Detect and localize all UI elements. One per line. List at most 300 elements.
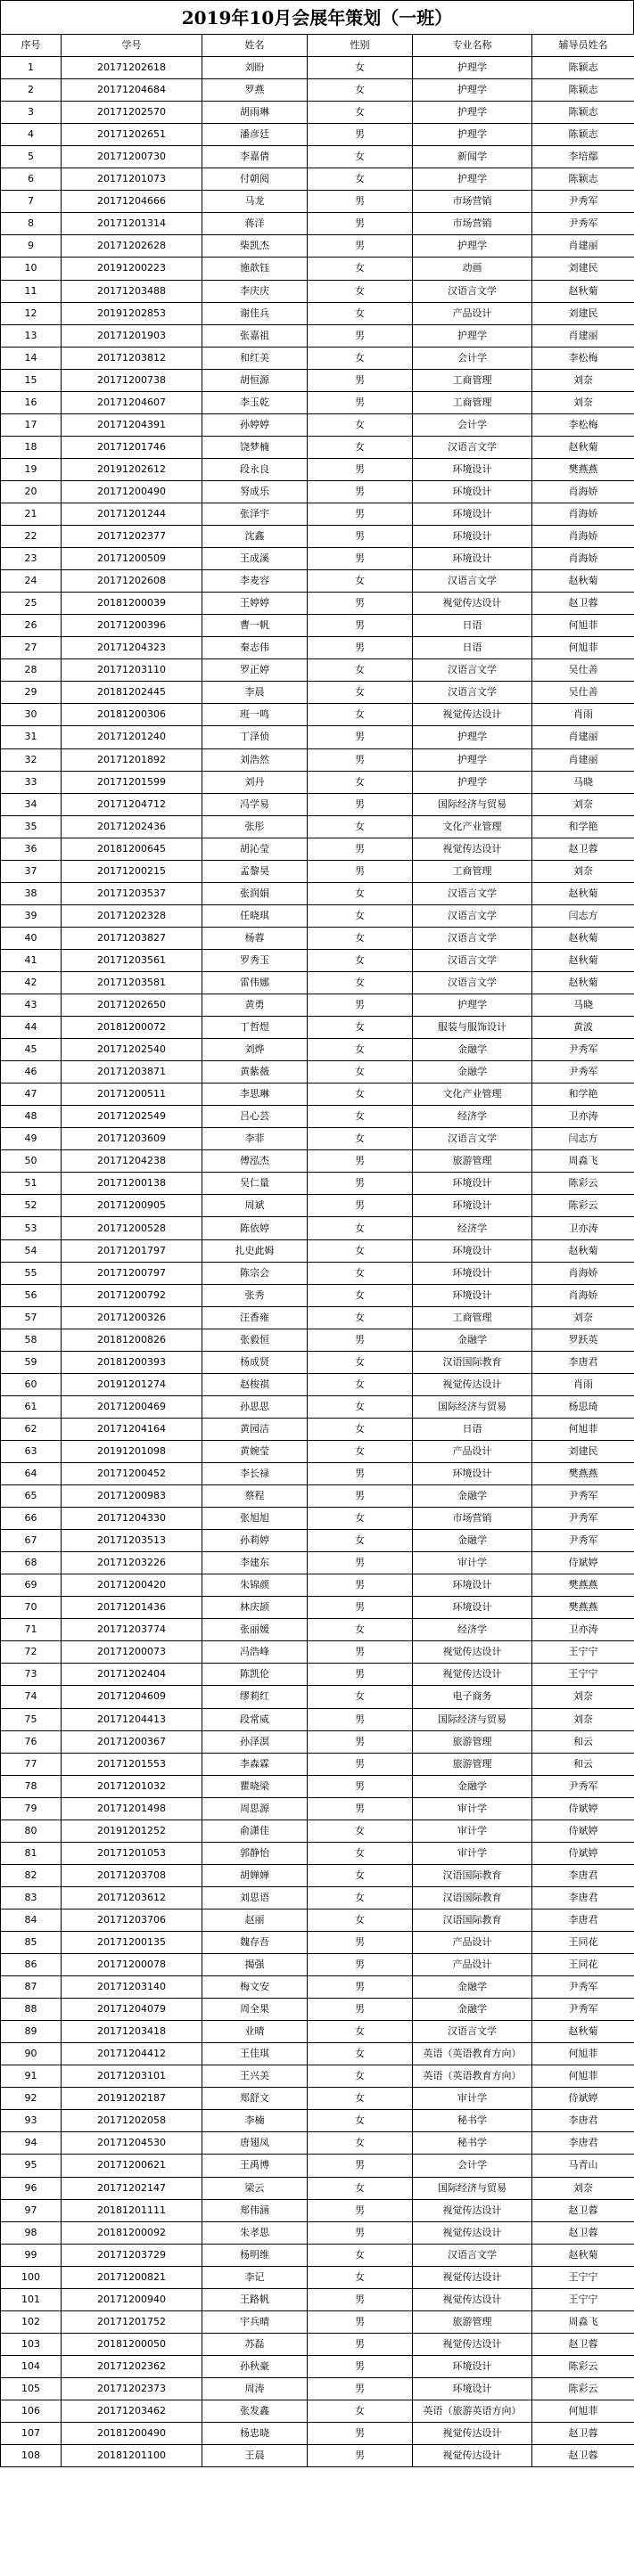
cell-counselor: 何旭菲 [532,2065,634,2088]
cell-counselor: 赵秋菊 [532,882,634,904]
cell-gender: 女 [308,1909,413,1931]
cell-major: 环境设计 [413,1597,532,1619]
cell-major: 审计学 [413,1552,532,1574]
cell-name: 李玉乾 [202,391,308,413]
cell-counselor: 刘奈 [532,1306,634,1329]
cell-gender: 女 [308,1508,413,1530]
cell-gender: 男 [308,838,413,860]
cell-student-id: 20171203729 [62,2244,202,2266]
cell-gender: 女 [308,57,413,79]
cell-major: 经济学 [413,1106,532,1128]
cell-name: 梅文安 [202,1976,308,1999]
table-row [1,1753,634,1775]
cell-counselor: 肖雨 [532,704,634,726]
cell-index: 53 [1,1217,62,1239]
cell-student-id: 20171203140 [62,1976,202,1999]
cell-index: 48 [1,1106,62,1128]
cell-counselor: 和学艳 [532,1084,634,1106]
cell-major: 金融学 [413,1976,532,1999]
cell-index: 18 [1,436,62,458]
cell-major: 视觉传达设计 [413,2221,532,2244]
cell-gender: 男 [308,1730,413,1753]
cell-name: 王禹博 [202,2155,308,2177]
cell-counselor: 闫志方 [532,904,634,927]
cell-major: 文化产业管理 [413,815,532,838]
table-row [1,2199,634,2221]
cell-name: 王婷婷 [202,593,308,615]
cell-gender: 男 [308,391,413,413]
cell-gender: 男 [308,2155,413,2177]
table-row [1,1842,634,1864]
cell-major: 汉语言文学 [413,682,532,704]
table-row [1,1373,634,1395]
cell-counselor: 刘奈 [532,1686,634,1708]
cell-index: 1 [1,57,62,79]
table-row [1,1708,634,1730]
cell-student-id: 20171200797 [62,1262,202,1284]
cell-counselor: 陈彩云 [532,2377,634,2400]
cell-student-id: 20171200420 [62,1574,202,1597]
cell-name: 周涛 [202,2377,308,2400]
cell-major: 护理学 [413,994,532,1017]
cell-index: 95 [1,2155,62,2177]
cell-name: 汪香雍 [202,1306,308,1329]
cell-name: 李建东 [202,1552,308,1574]
cell-name: 瞿晓梁 [202,1775,308,1797]
table-row [1,235,634,258]
table-row [1,302,634,324]
cell-student-id: 20171201244 [62,503,202,525]
cell-student-id: 20171201599 [62,771,202,793]
cell-index: 72 [1,1641,62,1664]
cell-student-id: 20171204391 [62,413,202,436]
cell-name: 郑伟涵 [202,2199,308,2221]
cell-index: 89 [1,2021,62,2043]
table-row [1,838,634,860]
cell-index: 80 [1,1820,62,1842]
cell-name: 张泽宇 [202,503,308,525]
cell-name: 李思琳 [202,1084,308,1106]
cell-counselor: 王宁宁 [532,2266,634,2288]
cell-gender: 男 [308,1485,413,1508]
cell-counselor: 周淼飞 [532,1150,634,1173]
cell-gender: 女 [308,1306,413,1329]
cell-index: 78 [1,1775,62,1797]
cell-name: 刘烨 [202,1039,308,1061]
table-row [1,2065,634,2088]
cell-counselor: 王宁宁 [532,2288,634,2310]
cell-major: 产品设计 [413,1440,532,1462]
cell-counselor: 陈颖志 [532,57,634,79]
cell-major: 环境设计 [413,480,532,503]
cell-index: 99 [1,2244,62,2266]
table-row [1,1329,634,1351]
cell-gender: 男 [308,1797,413,1820]
header-index: 序号 [1,35,62,57]
table-row [1,1597,634,1619]
cell-index: 55 [1,1262,62,1284]
table-row [1,2333,634,2355]
table-row [1,1195,634,1217]
cell-major: 市场营销 [413,213,532,235]
cell-gender: 男 [308,2310,413,2333]
cell-gender: 男 [308,637,413,659]
cell-name: 丁哲煜 [202,1017,308,1039]
cell-student-id: 20191202187 [62,2088,202,2110]
cell-counselor: 尹秀军 [532,1999,634,2021]
cell-counselor: 马青山 [532,2155,634,2177]
cell-counselor: 尹秀军 [532,1508,634,1530]
cell-name: 张发鑫 [202,2400,308,2422]
cell-student-id: 20171201073 [62,168,202,191]
cell-counselor: 尹秀军 [532,1775,634,1797]
cell-gender: 男 [308,1173,413,1195]
cell-gender: 男 [308,1753,413,1775]
cell-name: 赵丽 [202,1909,308,1931]
cell-gender: 女 [308,146,413,168]
cell-name: 罗燕 [202,79,308,102]
cell-gender: 女 [308,1262,413,1284]
cell-counselor: 卫亦涛 [532,1106,634,1128]
table-row [1,2288,634,2310]
table-row [1,1084,634,1106]
table-row [1,191,634,213]
cell-name: 潘彦廷 [202,124,308,146]
table-row [1,1530,634,1552]
cell-index: 100 [1,2266,62,2288]
cell-name: 刘浩然 [202,748,308,771]
cell-name: 梁云 [202,2177,308,2199]
cell-student-id: 20171200452 [62,1463,202,1485]
table-row [1,413,634,436]
table-row [1,2088,634,2110]
cell-index: 92 [1,2088,62,2110]
cell-counselor: 肖海娇 [532,480,634,503]
cell-gender: 男 [308,1664,413,1686]
cell-major: 金融学 [413,1530,532,1552]
cell-counselor: 刘奈 [532,2177,634,2199]
cell-student-id: 20191202612 [62,458,202,480]
table-body [1,57,634,2467]
cell-name: 谢佳兵 [202,302,308,324]
cell-gender: 男 [308,860,413,882]
cell-counselor: 陈颖志 [532,124,634,146]
cell-major: 视觉传达设计 [413,593,532,615]
cell-gender: 男 [308,1329,413,1351]
cell-index: 66 [1,1508,62,1530]
cell-gender: 女 [308,168,413,191]
table-row [1,2155,634,2177]
table-row [1,793,634,815]
cell-name: 李森霖 [202,1753,308,1775]
cell-name: 冯浩峰 [202,1641,308,1664]
cell-counselor: 樊燕燕 [532,1574,634,1597]
cell-index: 12 [1,302,62,324]
cell-index: 40 [1,927,62,949]
cell-name: 胡雨琳 [202,102,308,124]
table-row [1,1775,634,1797]
cell-counselor: 尹秀军 [532,1039,634,1061]
cell-student-id: 20181200050 [62,2333,202,2355]
cell-student-id: 20181200092 [62,2221,202,2244]
table-row [1,1061,634,1084]
cell-major: 英语（英语教育方向） [413,2065,532,2088]
cell-gender: 男 [308,1574,413,1597]
cell-student-id: 20171202404 [62,1664,202,1686]
cell-index: 74 [1,1686,62,1708]
table-row [1,815,634,838]
cell-name: 段常威 [202,1708,308,1730]
cell-gender: 男 [308,615,413,637]
cell-name: 杨忠晓 [202,2423,308,2445]
table-row [1,1284,634,1306]
cell-name: 李晨 [202,682,308,704]
cell-counselor: 赵卫蓉 [532,2199,634,2221]
cell-major: 护理学 [413,168,532,191]
cell-counselor: 陈颖志 [532,102,634,124]
table-row [1,659,634,682]
cell-name: 黄园洁 [202,1418,308,1440]
cell-gender: 女 [308,2244,413,2266]
table-row [1,213,634,235]
cell-index: 49 [1,1128,62,1150]
cell-student-id: 20181200645 [62,838,202,860]
cell-gender: 女 [308,2065,413,2088]
cell-index: 31 [1,726,62,748]
cell-major: 环境设计 [413,1173,532,1195]
cell-name: 杨蓉 [202,927,308,949]
cell-gender: 女 [308,1530,413,1552]
cell-gender: 女 [308,1820,413,1842]
table-row [1,2244,634,2266]
cell-counselor: 李唐君 [532,2132,634,2155]
cell-student-id: 20171200509 [62,548,202,570]
cell-index: 104 [1,2355,62,2377]
cell-name: 郭静怡 [202,1842,308,1864]
cell-counselor: 赵秋菊 [532,1239,634,1262]
cell-counselor: 尹秀军 [532,1061,634,1084]
cell-name: 孙莉婷 [202,1530,308,1552]
cell-gender: 女 [308,102,413,124]
table-row [1,1999,634,2021]
cell-index: 41 [1,949,62,971]
cell-name: 陈宗会 [202,1262,308,1284]
header-student-id: 学号 [62,35,202,57]
table-row [1,1886,634,1909]
cell-gender: 女 [308,436,413,458]
cell-gender: 男 [308,1954,413,1976]
table-row [1,1485,634,1508]
cell-student-id: 20171203812 [62,347,202,369]
cell-gender: 女 [308,1440,413,1462]
cell-index: 59 [1,1351,62,1373]
cell-name: 张嘉祖 [202,324,308,347]
table-row [1,1150,634,1173]
cell-index: 105 [1,2377,62,2400]
cell-major: 审计学 [413,1820,532,1842]
cell-index: 43 [1,994,62,1017]
cell-index: 16 [1,391,62,413]
cell-gender: 男 [308,1708,413,1730]
cell-name: 李记 [202,2266,308,2288]
cell-student-id: 20171203110 [62,659,202,682]
cell-index: 2 [1,79,62,102]
cell-gender: 女 [308,302,413,324]
table-row [1,57,634,79]
cell-major: 汉语言文学 [413,570,532,593]
cell-counselor: 李唐君 [532,1909,634,1931]
table-row [1,1106,634,1128]
table-row [1,2445,634,2467]
cell-counselor: 马晓 [532,994,634,1017]
cell-major: 汉语言文学 [413,2021,532,2043]
cell-student-id: 20181200490 [62,2423,202,2445]
table-row [1,1909,634,1931]
cell-gender: 男 [308,1976,413,1999]
cell-counselor: 和云 [532,1730,634,1753]
cell-major: 经济学 [413,1619,532,1641]
table-row [1,2310,634,2333]
cell-student-id: 20171200073 [62,1641,202,1664]
cell-name: 丁泽侦 [202,726,308,748]
cell-name: 张毅恒 [202,1329,308,1351]
cell-counselor: 赵秋菊 [532,949,634,971]
cell-name: 魏存吾 [202,1931,308,1953]
table-row [1,994,634,1017]
cell-major: 市场营销 [413,191,532,213]
cell-student-id: 20171203418 [62,2021,202,2043]
cell-counselor: 樊燕燕 [532,458,634,480]
cell-gender: 女 [308,882,413,904]
cell-index: 103 [1,2333,62,2355]
cell-gender: 男 [308,235,413,258]
cell-name: 付朝阅 [202,168,308,191]
table-row [1,682,634,704]
cell-major: 市场营销 [413,1508,532,1530]
cell-major: 环境设计 [413,1463,532,1485]
cell-counselor: 刘建民 [532,1440,634,1462]
cell-student-id: 20171201436 [62,1597,202,1619]
table-row [1,637,634,659]
cell-student-id: 20171200469 [62,1395,202,1418]
cell-name: 王成溪 [202,548,308,570]
cell-gender: 女 [308,79,413,102]
cell-gender: 男 [308,593,413,615]
cell-counselor: 肖海娇 [532,1284,634,1306]
cell-name: 傅泓杰 [202,1150,308,1173]
cell-index: 32 [1,748,62,771]
cell-name: 冯学易 [202,793,308,815]
cell-counselor: 尹秀军 [532,213,634,235]
cell-counselor: 马晓 [532,771,634,793]
cell-name: 王晨 [202,2445,308,2467]
cell-major: 视觉传达设计 [413,2199,532,2221]
cell-counselor: 刘奈 [532,860,634,882]
cell-major: 工商管理 [413,369,532,391]
cell-counselor: 赵卫蓉 [532,2221,634,2244]
cell-name: 王兴美 [202,2065,308,2088]
cell-name: 马龙 [202,191,308,213]
cell-gender: 女 [308,659,413,682]
cell-major: 视觉传达设计 [413,1373,532,1395]
cell-gender: 男 [308,2288,413,2310]
cell-major: 护理学 [413,324,532,347]
cell-student-id: 20181200826 [62,1329,202,1351]
cell-student-id: 20171203581 [62,971,202,994]
table-row [1,280,634,302]
cell-major: 护理学 [413,771,532,793]
cell-name: 缪莉红 [202,1686,308,1708]
cell-student-id: 20171201903 [62,324,202,347]
cell-counselor: 周淼飞 [532,2310,634,2333]
cell-gender: 男 [308,213,413,235]
cell-index: 101 [1,2288,62,2310]
cell-major: 新闻学 [413,146,532,168]
cell-gender: 男 [308,748,413,771]
cell-counselor: 何旭菲 [532,615,634,637]
cell-name: 赵梭祺 [202,1373,308,1395]
cell-major: 英语（英语教育方向） [413,2043,532,2065]
cell-name: 雷伟娜 [202,971,308,994]
cell-index: 4 [1,124,62,146]
cell-major: 金融学 [413,1061,532,1084]
cell-counselor: 李唐君 [532,1886,634,1909]
cell-index: 37 [1,860,62,882]
table-row [1,2132,634,2155]
cell-gender: 男 [308,480,413,503]
header-name: 姓名 [202,35,308,57]
table-row [1,369,634,391]
cell-student-id: 20171200940 [62,2288,202,2310]
cell-index: 56 [1,1284,62,1306]
cell-counselor: 何旭菲 [532,2043,634,2065]
cell-major: 工商管理 [413,1306,532,1329]
cell-index: 35 [1,815,62,838]
table-row [1,1463,634,1485]
cell-counselor: 卫亦涛 [532,1217,634,1239]
cell-name: 王路帆 [202,2288,308,2310]
cell-student-id: 20171201032 [62,1775,202,1797]
cell-gender: 女 [308,2177,413,2199]
cell-gender: 男 [308,1463,413,1485]
cell-counselor: 刘建民 [532,302,634,324]
cell-student-id: 20171203537 [62,882,202,904]
cell-name: 刘丹 [202,771,308,793]
cell-major: 视觉传达设计 [413,2288,532,2310]
cell-gender: 女 [308,1686,413,1708]
table-row [1,1931,634,1953]
table-row [1,1574,634,1597]
cell-gender: 女 [308,2266,413,2288]
cell-student-id: 20171204164 [62,1418,202,1440]
cell-major: 环境设计 [413,548,532,570]
cell-counselor: 何旭菲 [532,2400,634,2422]
cell-counselor: 尹秀军 [532,1530,634,1552]
cell-student-id: 20171203101 [62,2065,202,2088]
cell-student-id: 20171204530 [62,2132,202,2155]
table-row [1,503,634,525]
table-row [1,102,634,124]
cell-gender: 女 [308,280,413,302]
cell-major: 会计学 [413,2155,532,2177]
cell-major: 服装与服饰设计 [413,1017,532,1039]
cell-student-id: 20171200135 [62,1931,202,1953]
table-row [1,2266,634,2288]
cell-name: 朱孝思 [202,2221,308,2244]
table-row [1,2221,634,2244]
cell-student-id: 20171200490 [62,480,202,503]
cell-counselor: 陈颖志 [532,79,634,102]
